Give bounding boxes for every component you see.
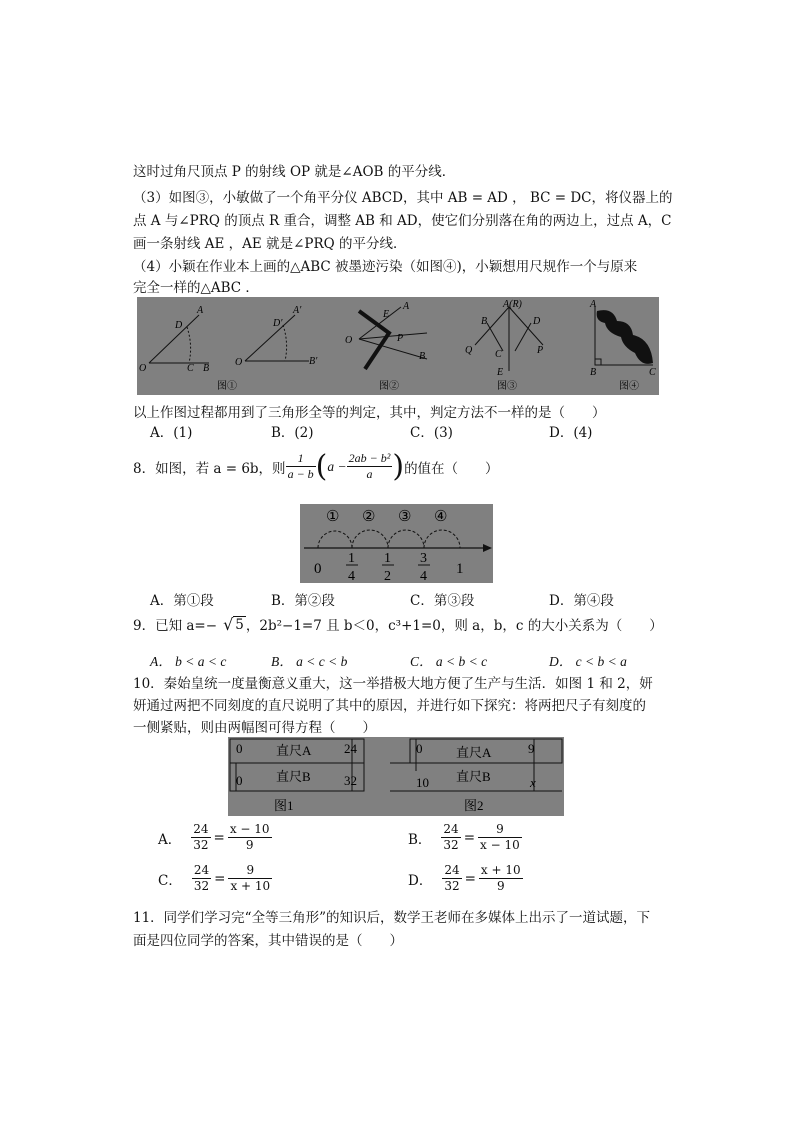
q10-line2: 妍通过两把不同刻度的直尺说明了其中的原因，并进行如下探究：将两把尺子有刻度的 (133, 698, 646, 714)
q10-option-c-rden: x + 10 (230, 879, 271, 893)
fig2-bx: x (530, 775, 536, 790)
q8-frac2-num: 2ab − b² (348, 451, 391, 465)
fig1-b0: 0 (236, 773, 243, 788)
q10-option-d-lden: 32 (444, 879, 460, 893)
q9-sqrt-radicand: 5 (235, 616, 244, 633)
q9-text-a: 9．已知 a=− (133, 618, 218, 634)
q8-frac1 (286, 451, 316, 482)
tick-quarter-den: 4 (348, 569, 355, 583)
equals-sign: = (464, 870, 476, 887)
fig1-label-b: B (203, 363, 210, 374)
q10-option-b-lnum: 24 (443, 822, 459, 836)
q7-question: 以上作图过程都用到了三角形全等的判定，其中，判定方法不一样的是（ ） (133, 405, 606, 421)
fig3-label-d: D (533, 316, 541, 327)
q10-option-b-left (441, 822, 460, 853)
fig2-caption: 图② (379, 381, 399, 392)
equals-sign: = (463, 829, 476, 846)
q9-stem (133, 614, 794, 634)
fig1-b32: 32 (344, 773, 357, 788)
tick-quarter-num: 1 (348, 551, 355, 566)
equals-sign: = (214, 870, 226, 887)
q10-option-b[interactable] (408, 822, 522, 853)
fig1-label-c: C (187, 363, 194, 374)
fig2-angle (359, 307, 427, 369)
q8-option-b[interactable]: B．第②段 (271, 593, 335, 609)
arrow-right-icon (483, 544, 492, 552)
fig4-caption: 图④ (619, 381, 639, 392)
q10-option-a-lnum: 24 (193, 822, 209, 836)
q9-text-b: ，2b²−1=7 且 b＜0，c³+1=0，则 a，b，c 的大小关系为（ ） (245, 618, 663, 634)
tick-0: 0 (314, 561, 322, 577)
q8-option-d[interactable]: D．第④段 (549, 593, 614, 609)
fig2-label-b: B (419, 351, 426, 362)
fig1-label-a: A (197, 305, 204, 316)
tick-half-num: 1 (384, 551, 391, 566)
q10-option-d-right (479, 863, 523, 894)
fig1b-label-b: B′ (309, 356, 318, 367)
q10-option-b-label: B． (408, 831, 432, 848)
q8-inner-a: a − (327, 458, 347, 474)
q8-frac1-num: 1 (286, 451, 316, 467)
q7-line6: 完全一样的△ABC ． (133, 280, 259, 296)
q10-option-b-lden: 32 (443, 838, 459, 852)
fig3-label-p: P (537, 345, 544, 356)
fig4-label-b: B (590, 367, 597, 378)
q10-option-b-rnum: 9 (478, 822, 522, 838)
fig4-label-c: C (649, 367, 656, 378)
fig1-label-o: O (139, 363, 147, 374)
q10-option-d-lnum: 24 (444, 863, 460, 877)
q7-line4: 画一条射线 AE ，AE 就是∠PRQ 的平分线． (133, 236, 407, 252)
q8-paren-close: ) (392, 448, 405, 484)
q10-option-d-rnum: x + 10 (480, 863, 521, 877)
fig1-caption: 图① (217, 381, 237, 392)
fig4-label-a: A (590, 299, 597, 310)
tick-1: 1 (456, 561, 464, 577)
q10-line1: 10．秦始皇统一度量衡意义重大，这一举措极大地方便了生产与生活．如图 1 和 2，妍 (133, 676, 653, 692)
fig1-a0: 0 (236, 741, 243, 756)
q10-option-c-rnum: 9 (228, 863, 272, 879)
q10-option-c[interactable] (158, 863, 272, 894)
fig2-label-p: P (397, 333, 404, 344)
segment-4-label: ④ (434, 509, 448, 525)
q7-line5: （4）小颖在作业本上画的△ABC 被墨迹污染（如图④)，小颖想用尺规作一个与原来 (133, 259, 638, 275)
q9-option-c[interactable]: C． a < b < c (410, 654, 488, 669)
q7-line2: （3）如图③，小敏做了一个角平分仪 ABCD，其中 AB = AD ， BC = DC，将仪器上的 (133, 190, 673, 206)
fig1-ruler-b-label: 直尺B (276, 769, 311, 784)
q9-option-d[interactable]: D． c < b < a (549, 654, 627, 669)
fig1-caption: 图1 (274, 798, 294, 813)
fig1-label-d: D (175, 320, 183, 331)
fig3-label-q: Q (465, 345, 473, 356)
fig2-label-o: O (345, 335, 353, 346)
q7-figure (137, 297, 659, 395)
q8-paren-open: ( (315, 448, 328, 484)
q10-option-b-rden: x − 10 (480, 838, 520, 852)
q10-option-a-right (228, 822, 272, 853)
q8-prefix: 8．如图，若 a = 6b，则 (133, 460, 286, 477)
fig2-label-a: A (403, 301, 410, 312)
q10-rulers-figure (228, 737, 564, 816)
q8-stem (133, 448, 794, 484)
fig2-caption: 图2 (464, 798, 484, 813)
q8-option-a[interactable]: A．第①段 (150, 593, 214, 609)
q10-option-a-lden: 32 (193, 838, 209, 852)
fig2-label-e: E (383, 309, 390, 320)
q8-option-c[interactable]: C．第③段 (410, 593, 475, 609)
fig2-b10: 10 (416, 775, 429, 790)
q10-option-d[interactable] (408, 863, 523, 894)
q8-frac2 (347, 451, 393, 482)
fig2-a9: 9 (528, 741, 535, 756)
ink-stain-icon (597, 310, 653, 364)
q8-frac1-den: a − b (287, 467, 314, 481)
q10-option-a[interactable] (158, 822, 272, 853)
q11-line2: 面是四位同学的答案，其中错误的是（ ） (133, 933, 403, 949)
q10-option-a-label: A． (158, 831, 182, 848)
q11-line1: 11．同学们学习完“全等三角形”的知识后，数学王老师在多媒体上出示了一道试题，下 (133, 910, 650, 926)
q10-option-c-lden: 32 (193, 879, 210, 893)
fig3-label-b: B (481, 316, 488, 327)
q10-option-a-left (191, 822, 210, 853)
q10-line3: 一侧紧贴，则由两幅图可得方程（ ） (133, 720, 376, 736)
segment-1-label: ① (326, 509, 340, 525)
q8-suffix: 的值在（ ） (404, 460, 499, 477)
q10-option-a-rden: 9 (245, 838, 254, 852)
fig1b-label-o: O (235, 357, 243, 368)
fig1b-label-d: D′ (273, 318, 283, 329)
q10-option-c-right (228, 863, 272, 894)
fig1b-label-a: A′ (293, 305, 302, 316)
number-line-arcs (318, 530, 460, 548)
fig2-a0: 0 (416, 741, 423, 756)
q10-option-a-rnum: x − 10 (229, 822, 270, 836)
tick-3quarter-den: 4 (420, 569, 427, 583)
q10-option-d-label: D． (408, 872, 433, 889)
q7-line3: 点 A 与∠PRQ 的顶点 R 重合，调整 AB 和 AD，使它们分别落在角的两边上，过点 A，C (133, 213, 672, 229)
q7-option-b[interactable]: B．(2) (271, 425, 314, 441)
q10-option-c-lnum: 24 (193, 863, 210, 877)
fig3-label-ar: A(R) (503, 299, 522, 310)
tick-half-den: 2 (384, 569, 391, 583)
sqrt-icon: √ (223, 614, 234, 634)
fig2-ruler-a-label: 直尺A (456, 745, 492, 760)
q10-option-c-left (192, 863, 211, 894)
q10-option-b-right (478, 822, 522, 853)
fig3-label-c: C (495, 349, 502, 360)
q8-number-line-figure (300, 504, 493, 583)
q10-option-d-rden: 9 (496, 879, 505, 893)
equals-sign: = (213, 829, 225, 846)
segment-3-label: ③ (398, 509, 412, 525)
q7-option-a[interactable]: A．(1) (150, 425, 193, 441)
fig3-label-e: E (497, 367, 504, 378)
fig1-a24: 24 (344, 741, 357, 756)
segment-2-label: ② (362, 509, 376, 525)
q9-option-b[interactable]: B． a < c < b (271, 654, 348, 669)
q7-option-c[interactable]: C．(3) (410, 425, 453, 441)
fig3-caption: 图③ (497, 381, 517, 392)
q10-option-c-label: C． (158, 872, 182, 889)
q7-option-d[interactable]: D．(4) (549, 425, 593, 441)
fig2-ruler-b-label: 直尺B (456, 769, 491, 784)
q8-frac2-den: a (366, 467, 373, 481)
q7-line1: 这时过角尺顶点 P 的射线 OP 就是∠AOB 的平分线． (133, 164, 456, 180)
tick-3quarter-num: 3 (420, 551, 427, 566)
q10-option-d-left (442, 863, 461, 894)
fig1-ruler-a-label: 直尺A (276, 743, 312, 758)
q9-option-a[interactable]: A． b < a < c (150, 654, 227, 669)
